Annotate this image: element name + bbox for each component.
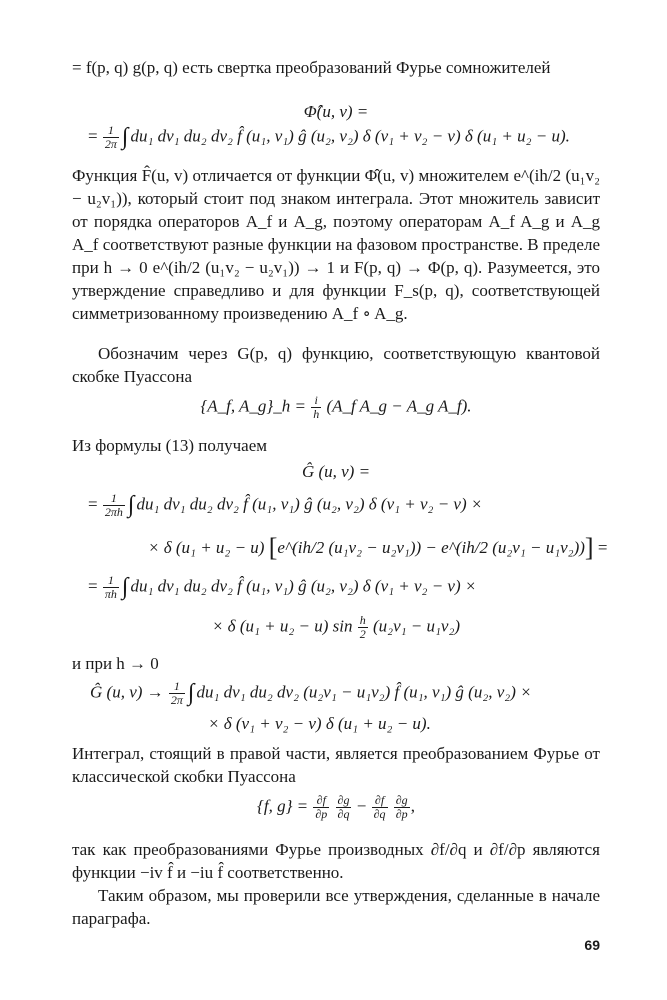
- fraction: $\frac{1}{2\pi}$: [170, 679, 183, 707]
- fraction: $\frac{1}{\pi h}$: [104, 573, 117, 601]
- fraction: $\frac{\partial g}{\partial p}$: [395, 793, 408, 821]
- fraction: $\frac{1}{2\pi h}$: [104, 491, 123, 519]
- fraction: $\frac{h}{2}$: [359, 613, 366, 641]
- text-paragraph-2: Функция F̂(u, v) отличается от функции Φ̂(u, v) множителем e^(ih/2 (u₁v₂ − u₂v₁)), который стоит под знаком интеграла. Этот множитель зависит от порядка операторов A_f и A_g, поэтому операторам A_f A_g и A_g A_f соответствуют разные функции на фазовом пространстве. В пределе при h → 0 e^(ih/2 (u₁v₂ − u₂v₁)) → 1 и F(p, q) → Φ(p, q). Разумеется, это утверждение справедливо и для функции F_s(p, q), соответствующей симметризованному произведению A_f ∘ A_g.: [72, 166, 600, 323]
- equation-g-line-2: × δ (u₁ + u₂ − u) [e^(ih/2 (u₁v₂ − u₂v₁)) − e^(ih/2 (u₂v₁ − u₁v₂))] =: [148, 533, 608, 562]
- text-paragraph-7: так как преобразованиями Фурье производных ∂f/∂q и ∂f/∂p являются функции −iv f̂ и −iu f̂ соответственно.: [72, 840, 600, 882]
- text-paragraph-4: Из формулы (13) получаем: [72, 436, 267, 455]
- fraction: $\frac{\partial f}{\partial q}$: [373, 793, 386, 821]
- integral-sign: ∫: [127, 492, 135, 519]
- equation-g-line-4: × δ (u₁ + u₂ − u) sin $\frac{h}{2}$ (u₂v₁ − u₁v₂): [211, 613, 461, 641]
- equation-g-line-1: = $\frac{1}{2\pi h}$ ∫ du₁ dv₁ du₂ dv₂ f̂ (u₁, v₁) ĝ (u₂, v₂) δ (v₁ + v₂ − v) ×: [88, 491, 483, 519]
- text-paragraph-8: Таким образом, мы проверили все утверждения, сделанные в начале параграфа.: [72, 886, 600, 928]
- fraction: $\frac{i}{h}$: [313, 393, 320, 421]
- equation-phi-head: Φ̂(u, v) =: [303, 102, 369, 121]
- equation-phi-body: du₁ dv₁ du₂ dv₂ f̂ (u₁, v₁) ĝ (u₂, v₂) δ (v₁ + v₂ − v) δ (u₁ + u₂ − u).: [130, 126, 570, 146]
- equation-g-line-3: = $\frac{1}{\pi h}$ ∫ du₁ dv₁ du₂ dv₂ f̂ (u₁, v₁) ĝ (u₂, v₂) δ (v₁ + v₂ − v) ×: [88, 573, 477, 601]
- text-paragraph-6: Интеграл, стоящий в правой части, является преобразованием Фурье от классической скобки Пуассона: [72, 744, 600, 786]
- integral-sign: ∫: [187, 680, 195, 707]
- integral-sign: ∫: [121, 574, 129, 601]
- equation-phi: = $\frac{1}{2\pi}$ ∫ du₁ dv₁ du₂ dv₂ f̂ (u₁, v₁) ĝ (u₂, v₂) δ (v₁ + v₂ − v) δ (u₁ + u₂ − u).: [88, 123, 570, 151]
- fraction: $\frac{\partial f}{\partial p}$: [315, 793, 328, 821]
- text-paragraph-5: и при h → 0: [72, 654, 159, 673]
- integral-sign: ∫: [121, 124, 129, 151]
- fraction: $\frac{\partial g}{\partial q}$: [337, 793, 350, 821]
- equation-g-head: Ĝ (u, v) =: [301, 462, 371, 481]
- bracketed-exponentials: e^(ih/2 (u₁v₂ − u₂v₁)) − e^(ih/2 (u₂v₁ − u₁v₂)): [277, 538, 585, 557]
- fraction: $\frac{1}{2\pi}$: [104, 123, 117, 151]
- text-paragraph-1: = f(p, q) g(p, q) есть свертка преобразований Фурье сомножителей: [72, 58, 551, 77]
- text-paragraph-3: Обозначим через G(p, q) функцию, соответствующую квантовой скобке Пуассона: [72, 344, 600, 386]
- equation-classical-bracket: {f, g} = $\frac{\partial f}{\partial p}$ $\frac{\partial g}{\partial q}$ − $\frac{\partial f}{\partial q}$ $\frac{\partial g}{\partial p}$ ,: [257, 793, 415, 821]
- equation-quantum-bracket: {A_f, A_g}_h = $\frac{i}{h}$ (A_f A_g − A_g A_f).: [200, 393, 472, 421]
- equation-limit-line-1: Ĝ (u, v) → $\frac{1}{2\pi}$ ∫ du₁ dv₁ du₂ dv₂ (u₂v₁ − u₁v₂) f̂ (u₁, v₁) ĝ (u₂, v₂) ×: [90, 679, 532, 707]
- equation-limit-line-2: × δ (v₁ + v₂ − v) δ (u₁ + u₂ − u).: [208, 714, 431, 733]
- page-number: 69: [584, 937, 600, 953]
